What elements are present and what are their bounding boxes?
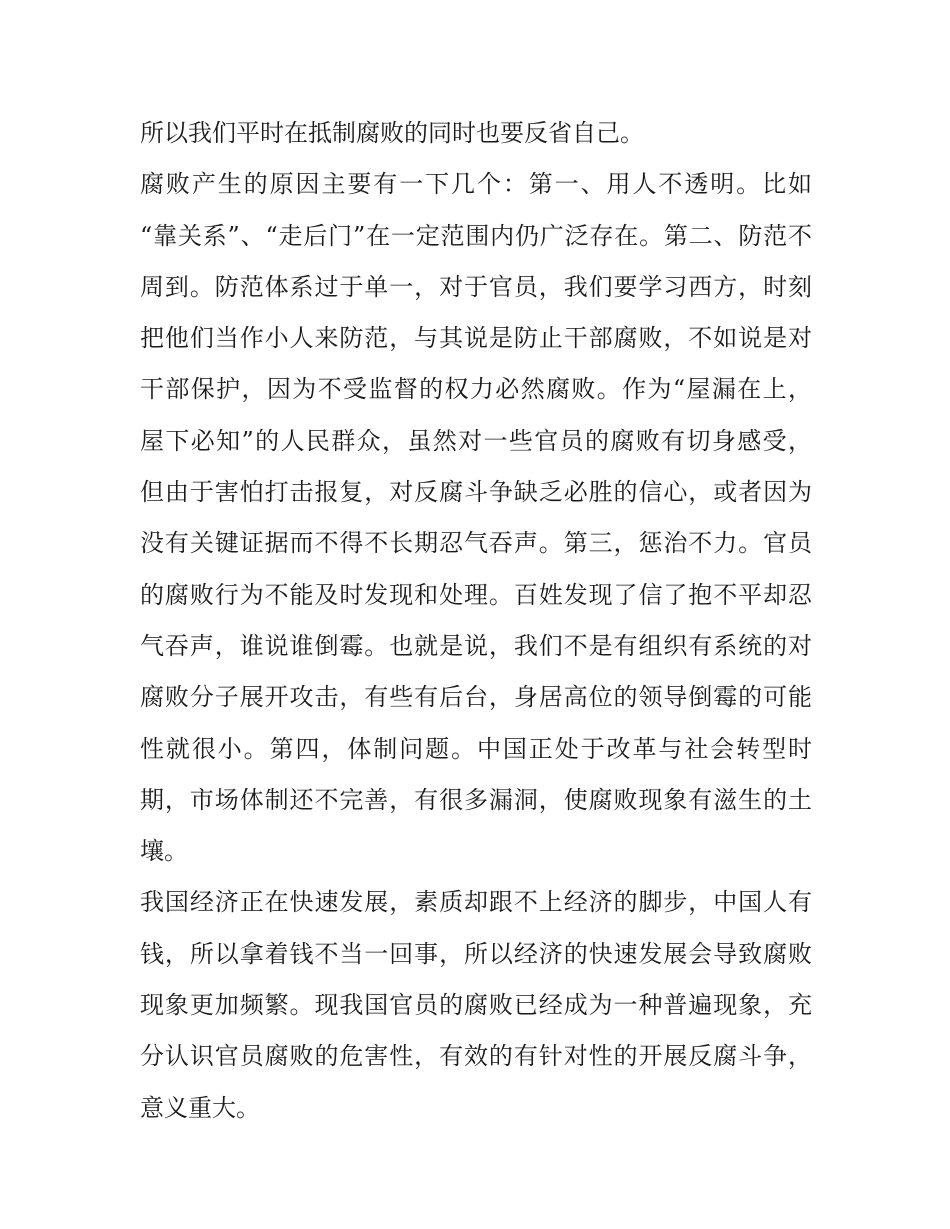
text-line-20: 意义重大。 [140,1093,260,1122]
text-line-6: 干部保护，因为不受监督的权力必然腐败。作为“屋漏在上， [140,375,812,404]
text-line-4: 周到。防范体系过于单一，对于官员，我们要学习西方，时刻 [140,272,812,301]
text-line-18: 现象更加频繁。现我国官员的腐败已经成为一种普遍现象，充 [140,991,812,1020]
text-line-9: 没有关键证据而不得不长期忍气吞声。第三，惩治不力。官员 [140,529,812,558]
text-line-15: 壤。 [140,837,188,866]
text-line-14: 期，市场体制还不完善，有很多漏洞，使腐败现象有滋生的土 [140,785,812,814]
text-line-10: 的腐败行为不能及时发现和处理。百姓发现了信了抱不平却忍 [140,580,812,609]
body-text [140,108,812,1134]
text-line-1: 所以我们平时在抵制腐败的同时也要反省自己。 [140,119,644,147]
text-line-8: 但由于害怕打击报复，对反腐斗争缺乏必胜的信心，或者因为 [140,478,812,507]
text-line-19: 分认识官员腐败的危害性，有效的有针对性的开展反腐斗争， [140,1042,812,1071]
text-line-2: 腐败产生的原因主要有一下几个：第一、用人不透明。比如 [140,170,812,199]
text-line-5: 把他们当作小人来防范，与其说是防止干部腐败，不如说是对 [140,324,812,353]
text-line-13: 性就很小。第四，体制问题。中国正处于改革与社会转型时 [140,734,812,763]
text-line-16: 我国经济正在快速发展，素质却跟不上经济的脚步，中国人有 [140,888,812,917]
text-line-3: “靠关系”、“走后门”在一定范围内仍广泛存在。第二、防范不 [140,221,812,250]
text-line-7: 屋下必知”的人民群众，虽然对一些官员的腐败有切身感受， [140,426,812,455]
text-line-12: 腐败分子展开攻击，有些有后台，身居高位的领导倒霉的可能 [140,683,812,712]
text-line-11: 气吞声，谁说谁倒霉。也就是说，我们不是有组织有系统的对 [140,631,812,660]
text-line-17: 钱，所以拿着钱不当一回事，所以经济的快速发展会导致腐败 [140,939,812,968]
